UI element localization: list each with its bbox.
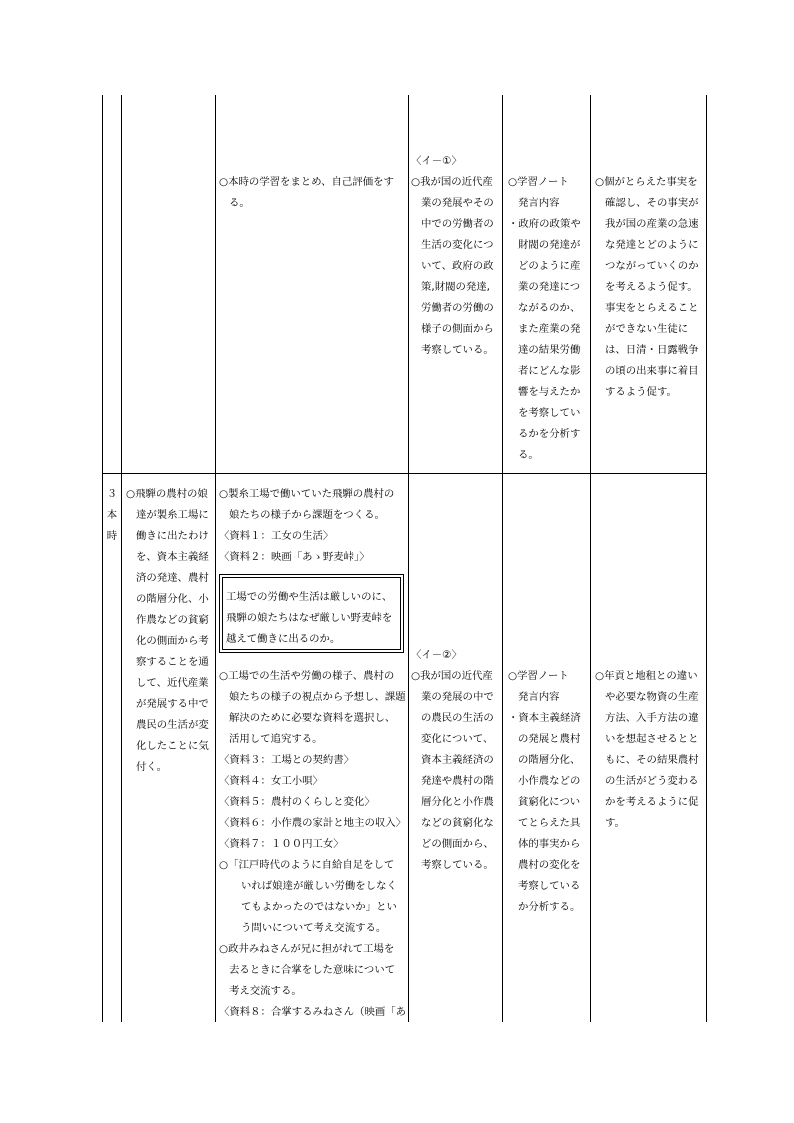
row2-evaluation-method-line: ・資本主義経済: [508, 712, 581, 724]
row1-evaluation-criteria-line: ○我が国の近代産: [411, 176, 493, 188]
row2-learning-activities-line: 解決のために必要な資料を選択し、: [229, 712, 396, 724]
row1-teacher-support-line: するよう促す。: [605, 386, 677, 398]
row2-learning-activities: [219, 666, 406, 1023]
row2-learning-activities-line: てもよかったのではないか」とい: [241, 901, 397, 913]
row1-teacher-support-line: な発達とどのように: [605, 239, 699, 251]
row1-learning-activities: [219, 172, 394, 214]
row2-evaluation-criteria-line: 〈イ－②〉: [411, 649, 462, 661]
row2-evaluation-method-line: 小作農などの: [518, 775, 581, 787]
row1-evaluation-method-line: ○学習ノート: [508, 176, 569, 188]
row2-learning-activities-intro-line: 娘たちの様子から課題をつくる。: [229, 509, 385, 521]
row2-lesson-objective-line: 化の側面から考: [136, 635, 209, 647]
row2-learning-activities-line: ○工場での生活や労働の様子、農村の: [219, 670, 395, 682]
row2-evaluation-criteria-line: などの貧窮化な: [421, 817, 494, 829]
row1-teacher-support-line: ができない生徒に: [605, 323, 689, 335]
row2-lesson-objective: [126, 484, 209, 778]
row1-teacher-support-line: を考えるよう促す。: [605, 281, 698, 293]
row1-evaluation-method-line: 達の結果労働: [518, 344, 581, 356]
row1-evaluation-method-line: 発言内容: [518, 197, 560, 209]
row2-lesson-objective-line: 達が製糸工場に: [136, 509, 209, 521]
row2-period-label-line: 時: [106, 530, 118, 542]
table-column-divider: [215, 95, 216, 1022]
row2-learning-question-box-line: 飛騨の娘たちはなぜ厳しい野麦峠を: [226, 612, 393, 624]
row2-evaluation-criteria-line: 発達や農村の階: [421, 775, 494, 787]
row2-learning-activities-line: 活用して追究する。: [229, 733, 323, 745]
row1-evaluation-criteria-line: 策,財閥の発達,: [421, 281, 490, 293]
table-row-divider: [102, 473, 707, 474]
row2-teacher-support-line: ○年貢と地租との違い: [595, 670, 698, 682]
row2-teacher-support-line: かを考えるように促: [605, 796, 699, 808]
row2-evaluation-method-line: 体的事実から: [518, 838, 581, 850]
row1-evaluation-criteria-line: 業の発展やその: [421, 197, 494, 209]
row2-lesson-objective-line: の階層分化、小: [136, 593, 209, 605]
table-column-divider: [408, 95, 409, 1022]
row2-learning-question-box-line: 工場での労働や生活は厳しいのに、: [226, 591, 393, 603]
row2-lesson-objective-line: 作農などの貧窮: [136, 614, 209, 626]
row1-evaluation-method: [508, 172, 581, 466]
table-border-right: [706, 95, 707, 1022]
row1-learning-activities-line: ○本時の学習をまとめ、自己評価をす: [219, 176, 394, 188]
row2-lesson-objective-line: が発展する中で: [136, 698, 209, 710]
row1-teacher-support-line: 我が国の産業の急速: [605, 218, 699, 230]
table-column-divider: [590, 95, 591, 1022]
row1-teacher-support-line: 事実をとらえること: [605, 302, 699, 314]
row2-period-label-line: 本: [106, 509, 118, 521]
row2-learning-activities-line: 〈資料３：工場との契約書〉: [219, 754, 355, 766]
row1-evaluation-method-line: 響を与えたか: [518, 386, 581, 398]
row2-lesson-objective-line: 付く。: [136, 761, 167, 773]
row2-evaluation-criteria-line: 資本主義経済の: [421, 754, 494, 766]
row2-teacher-support-line: いを想起させるとと: [605, 733, 699, 745]
row1-evaluation-criteria-line: 生活の変化につ: [421, 239, 494, 251]
row2-learning-activities-line: いれば娘達が厳しい労働をしなく: [241, 880, 397, 892]
row2-learning-activities-line: ○「江戸時代のように自給自足をして: [219, 859, 395, 871]
row2-lesson-objective-line: ○飛騨の農村の娘: [126, 488, 208, 500]
table-column-divider: [121, 95, 122, 1022]
row2-evaluation-method-line: か分析する。: [518, 901, 581, 913]
row2-evaluation-criteria-line: ○我が国の近代産: [411, 670, 493, 682]
row2-learning-activities-line: 〈資料６：小作農の家計と地主の収入〉: [219, 817, 407, 829]
row2-evaluation-method-line: 農村の変化を: [518, 859, 581, 871]
row1-evaluation-method-line: る。: [518, 449, 539, 461]
table-column-divider: [502, 95, 503, 1022]
row1-learning-activities-line: る。: [229, 197, 250, 209]
row2-evaluation-method-line: 貧窮化につい: [518, 796, 581, 808]
row2-learning-activities-line: 〈資料７：１００円工女〉: [219, 838, 344, 850]
row2-evaluation-criteria-line: 業の発展の中で: [421, 691, 494, 703]
row2-period-label: [102, 484, 122, 547]
row1-evaluation-criteria-line: 中での労働者の: [421, 218, 494, 230]
row1-evaluation-criteria-line: いて、政府の政: [421, 260, 494, 272]
row2-evaluation-criteria-line: 層分化と小作農: [421, 796, 494, 808]
row2-evaluation-method-line: の発展と農村: [518, 733, 581, 745]
row2-teacher-support-line: の生活がどう変わる: [605, 775, 699, 787]
row1-teacher-support-line: 確認し、その事実が: [605, 197, 699, 209]
row2-lesson-objective-line: 農民の生活が変: [136, 719, 209, 731]
row2-lesson-objective-line: を、資本主義経: [136, 551, 209, 563]
row2-lesson-objective-line: 働きに出たわけ: [136, 530, 209, 542]
row2-learning-activities-intro-line: 〈資料１：工女の生活〉: [219, 530, 334, 542]
row2-learning-activities-line: 〈資料４：女工小唄〉: [219, 775, 323, 787]
row1-evaluation-method-line: ながるのか、: [518, 302, 581, 314]
row1-evaluation-method-line: また産業の発: [518, 323, 581, 335]
row2-evaluation-criteria-line: どの側面から、: [421, 838, 494, 850]
row2-learning-activities-intro: [219, 484, 394, 568]
row2-evaluation-method-line: てとらえた具: [518, 817, 581, 829]
table-border-left: [102, 95, 103, 1022]
row1-evaluation-criteria-line: 考察している。: [421, 344, 494, 356]
row2-learning-activities-line: 娘たちの様子の視点から予想し、課題: [229, 691, 406, 703]
row2-teacher-support-line: もに、その結果農村: [605, 754, 699, 766]
row1-evaluation-criteria: [411, 151, 494, 361]
row2-teacher-support-line: や必要な物資の生産: [605, 691, 699, 703]
row2-evaluation-method-line: ○学習ノート: [508, 670, 569, 682]
row2-period-label-line: ３: [106, 488, 118, 500]
row2-learning-activities-line: 去るときに合掌をした意味について: [229, 964, 396, 976]
row2-learning-activities-intro-line: ○製糸工場で働いていた飛騨の農村の: [219, 488, 395, 500]
row2-learning-activities-line: 考え交流する。: [229, 985, 302, 997]
row2-learning-activities-line: 〈資料８：合掌するみねさん（映画「あ: [219, 1006, 407, 1018]
row1-evaluation-criteria-line: 様子の側面から: [421, 323, 494, 335]
row1-evaluation-criteria-line: 労働者の労働の: [421, 302, 494, 314]
row1-evaluation-criteria-line: 〈イ－①〉: [411, 155, 462, 167]
row2-evaluation-method-line: の階層分化、: [518, 754, 581, 766]
row1-evaluation-method-line: を考察してい: [518, 407, 581, 419]
row2-lesson-objective-line: 察することを通: [136, 656, 209, 668]
row2-evaluation-method-line: 考察している: [518, 880, 581, 892]
row2-evaluation-criteria: [411, 645, 494, 876]
row2-evaluation-method-line: 発言内容: [518, 691, 560, 703]
row2-teacher-support-line: す。: [605, 817, 625, 829]
row2-lesson-objective-line: して、近代産業: [136, 677, 209, 689]
row1-teacher-support: [595, 172, 699, 403]
row1-evaluation-method-line: るかを分析す: [518, 428, 581, 440]
row2-learning-question-box-line: 越えて働きに出るのか。: [226, 633, 341, 645]
row2-evaluation-method: [508, 666, 581, 918]
row2-lesson-objective-line: 化したことに気: [136, 740, 209, 752]
row2-learning-activities-line: ○政井みねさんが兄に担がれて工場を: [219, 943, 395, 955]
row1-teacher-support-line: ○個がとらえた事実を: [595, 176, 698, 188]
row1-evaluation-method-line: 者にどんな影: [518, 365, 581, 377]
row2-learning-question-box: [219, 574, 404, 653]
row1-teacher-support-line: は、日清・日露戦争: [605, 344, 699, 356]
row1-evaluation-method-line: どのように産: [518, 260, 581, 272]
row2-lesson-objective-line: 済の発達、農村: [136, 572, 209, 584]
row2-learning-activities-line: う問いについて考え交流する。: [241, 922, 387, 934]
row2-evaluation-criteria-line: の農民の生活の: [421, 712, 494, 724]
row2-evaluation-criteria-line: 変化について、: [421, 733, 494, 745]
row1-evaluation-method-line: 業の発達につ: [518, 281, 581, 293]
row1-teacher-support-line: つながっていくのか: [605, 260, 699, 272]
row2-teacher-support-line: 方法、入手方法の違: [605, 712, 699, 724]
row2-evaluation-criteria-line: 考察している。: [421, 859, 494, 871]
row1-evaluation-method-line: ・政府の政策や: [508, 218, 581, 230]
row2-learning-activities-line: 〈資料５：農村のくらしと変化〉: [219, 796, 375, 808]
row2-teacher-support: [595, 666, 699, 834]
row1-teacher-support-line: の頃の出来事に着目: [605, 365, 699, 377]
row2-learning-activities-intro-line: 〈資料２：映画「あゝ野麦峠」〉: [219, 551, 370, 563]
row1-evaluation-method-line: 財閥の発達が: [518, 239, 581, 251]
